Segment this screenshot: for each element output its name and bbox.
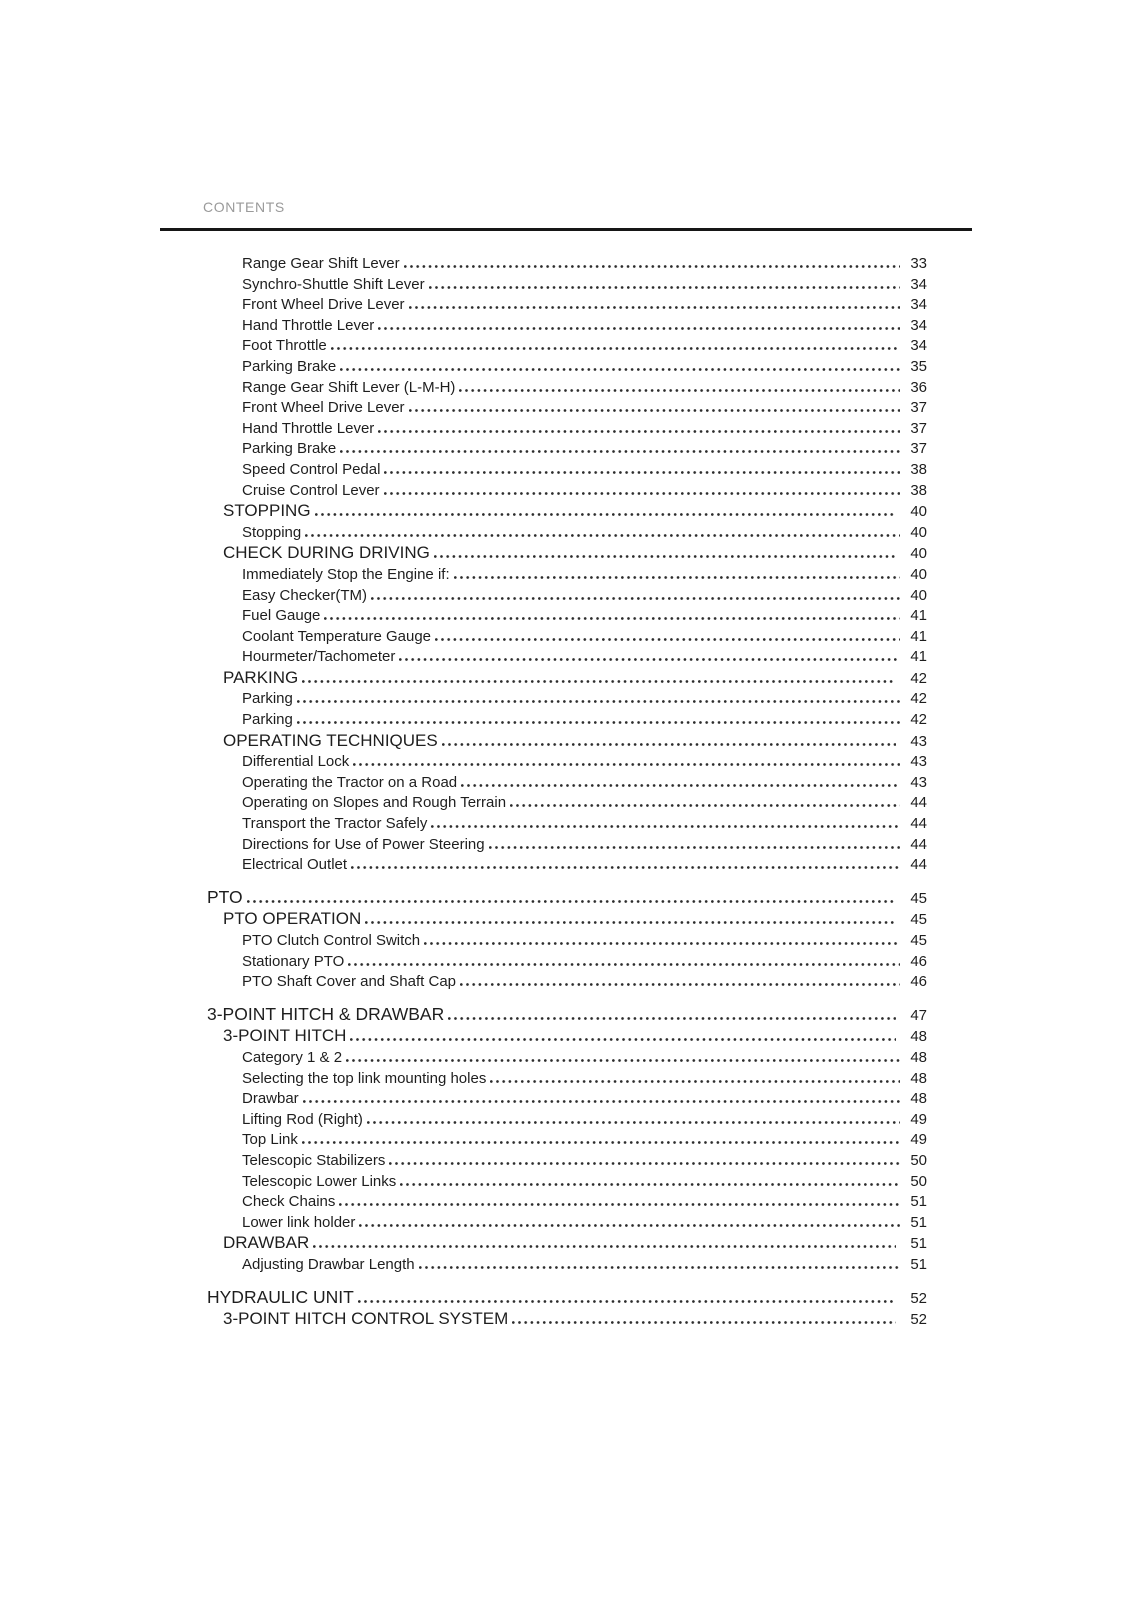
toc-entry-title: Directions for Use of Power Steering xyxy=(242,835,485,853)
toc-leader-dots xyxy=(424,942,900,945)
toc-leader-dots xyxy=(313,1245,896,1248)
toc-entry-title: HYDRAULIC UNIT xyxy=(207,1286,354,1307)
toc-leader-dots xyxy=(353,763,900,766)
toc-entry-page: 33 xyxy=(910,255,927,272)
toc-entry-page: 45 xyxy=(910,889,927,907)
toc-entry-page: 46 xyxy=(910,973,927,991)
toc-entry-title: Parking Brake xyxy=(242,357,337,375)
toc-entry-page: 51 xyxy=(910,1213,927,1231)
toc-entry-page: 41 xyxy=(910,607,927,625)
toc-entry-title: Immediately Stop the Engine if: xyxy=(242,565,450,583)
toc-entry-title: Coolant Temperature Gauge xyxy=(242,627,432,645)
toc-entry-title: Drawbar xyxy=(242,1090,299,1108)
toc-entry xyxy=(207,1026,927,1048)
toc-entry xyxy=(207,1110,927,1131)
toc-entry-title: Electrical Outlet xyxy=(242,856,348,874)
toc-leader-dots xyxy=(305,534,900,537)
toc-entry xyxy=(207,606,927,627)
toc-entry xyxy=(207,1004,927,1027)
toc-leader-dots xyxy=(461,784,900,787)
toc-entry xyxy=(207,1069,927,1090)
toc-entry xyxy=(207,1213,927,1234)
toc-entry xyxy=(207,1151,927,1172)
toc-entry xyxy=(207,419,927,440)
toc-leader-dots xyxy=(367,1121,900,1124)
toc-entry-page: 40 xyxy=(910,586,927,604)
toc-entry xyxy=(207,1287,927,1310)
toc-entry xyxy=(207,909,927,931)
toc-leader-dots xyxy=(247,900,896,903)
toc-entry xyxy=(207,1130,927,1151)
toc-entry-title: Hand Throttle Lever xyxy=(242,419,375,437)
toc-leader-dots xyxy=(510,804,900,807)
toc-entry-page: 51 xyxy=(910,1235,927,1253)
toc-entry xyxy=(207,752,927,773)
toc-entry-title: Hourmeter/Tachometer xyxy=(242,648,396,666)
toc-entry-page: 34 xyxy=(910,296,927,314)
toc-entry xyxy=(207,855,927,876)
toc-leader-dots xyxy=(331,347,900,350)
toc-entry-title: Parking xyxy=(242,690,293,708)
toc-entry-page: 34 xyxy=(910,337,927,355)
toc-entry xyxy=(207,565,927,586)
toc-entry-page: 38 xyxy=(910,460,927,478)
toc-entry-page: 34 xyxy=(910,316,927,334)
toc-entry xyxy=(207,1233,927,1255)
toc-leader-dots xyxy=(297,721,900,724)
toc-entry-page: 50 xyxy=(910,1151,927,1169)
toc-entry-title: Stationary PTO xyxy=(242,952,345,970)
toc-entry-title: Range Gear Shift Lever (L-M-H) xyxy=(242,378,456,396)
toc-entry-title: Front Wheel Drive Lever xyxy=(242,296,405,314)
toc-entry xyxy=(207,773,927,794)
toc-entry-page: 44 xyxy=(910,835,927,853)
toc-entry-page: 44 xyxy=(910,794,927,812)
toc-leader-dots xyxy=(346,1059,900,1062)
toc-entry xyxy=(207,523,927,544)
toc-leader-dots xyxy=(400,1183,900,1186)
toc-leader-dots xyxy=(434,555,896,558)
toc-entry xyxy=(207,647,927,668)
toc-leader-dots xyxy=(303,1100,900,1103)
toc-entry-page: 43 xyxy=(910,753,927,771)
toc-entry-page: 36 xyxy=(910,378,927,396)
toc-leader-dots xyxy=(315,513,896,516)
toc-entry-title: Foot Throttle xyxy=(242,337,327,355)
toc-entry xyxy=(207,793,927,814)
toc-leader-dots xyxy=(378,327,900,330)
toc-entry-page: 44 xyxy=(910,856,927,874)
toc-entry xyxy=(207,481,927,502)
toc-entry-title: Transport the Tractor Safely xyxy=(242,815,428,833)
toc-entry-title: PTO Shaft Cover and Shaft Cap xyxy=(242,973,457,991)
toc-entry-page: 40 xyxy=(910,503,927,521)
toc-entry-page: 41 xyxy=(910,648,927,666)
toc-entry-title: Lifting Rod (Right) xyxy=(242,1110,363,1128)
toc-entry-title: Fuel Gauge xyxy=(242,607,321,625)
toc-entry-title: 3-POINT HITCH & DRAWBAR xyxy=(207,1003,445,1024)
toc-entry-page: 47 xyxy=(910,1006,927,1024)
toc-entry xyxy=(207,814,927,835)
toc-entry-page: 46 xyxy=(910,952,927,970)
toc-leader-dots xyxy=(442,743,896,746)
toc-entry-title: Cruise Control Lever xyxy=(242,481,380,499)
toc-entry xyxy=(207,501,927,523)
toc-entry-page: 45 xyxy=(910,932,927,949)
toc-entry xyxy=(207,931,927,952)
toc-leader-dots xyxy=(460,983,900,986)
toc-entry xyxy=(207,586,927,607)
toc-entry xyxy=(207,952,927,973)
toc-entry-title: Telescopic Lower Links xyxy=(242,1172,397,1190)
toc-entry-page: 37 xyxy=(910,399,927,417)
toc-entry-page: 50 xyxy=(910,1172,927,1190)
toc-leader-dots xyxy=(371,597,900,600)
toc-entry xyxy=(207,254,927,275)
toc-entry-page: 40 xyxy=(910,523,927,541)
toc-entry-title: PTO Clutch Control Switch xyxy=(242,932,421,949)
toc-entry xyxy=(207,1172,927,1193)
toc-leader-dots xyxy=(431,825,900,828)
toc-entry xyxy=(207,460,927,481)
toc-leader-dots xyxy=(419,1266,900,1269)
toc-entry-title: Differential Lock xyxy=(242,753,350,771)
toc-leader-dots xyxy=(302,1141,900,1144)
toc-leader-dots xyxy=(404,265,900,268)
toc-leader-dots xyxy=(358,1300,896,1303)
toc-entry-page: 48 xyxy=(910,1048,927,1066)
toc-entry xyxy=(207,336,927,357)
toc-entry-title: 3-POINT HITCH xyxy=(223,1026,347,1046)
toc-leader-dots xyxy=(365,921,896,924)
toc-leader-dots xyxy=(339,1203,900,1206)
toc-entry-title: Range Gear Shift Lever xyxy=(242,255,400,272)
toc-entry-page: 48 xyxy=(910,1090,927,1108)
toc-entry-title: Operating on Slopes and Rough Terrain xyxy=(242,794,507,812)
toc-entry-title: Stopping xyxy=(242,523,302,541)
toc-entry-page: 42 xyxy=(910,669,927,687)
toc-entry xyxy=(207,1255,927,1276)
toc-leader-dots xyxy=(302,680,896,683)
toc-leader-dots xyxy=(489,846,900,849)
toc-leader-dots xyxy=(378,430,900,433)
toc-entry xyxy=(207,1089,927,1110)
toc-entry xyxy=(207,295,927,316)
toc-leader-dots xyxy=(429,286,900,289)
toc-entry-page: 37 xyxy=(910,419,927,437)
toc-entry-page: 41 xyxy=(910,627,927,645)
toc-leader-dots xyxy=(340,368,900,371)
toc-entry xyxy=(207,398,927,419)
toc-entry-title: Lower link holder xyxy=(242,1213,356,1231)
toc-leader-dots xyxy=(490,1080,900,1083)
toc-leader-dots xyxy=(389,1162,900,1165)
toc-entry-title: Synchro-Shuttle Shift Lever xyxy=(242,275,425,293)
table-of-contents xyxy=(207,254,927,1331)
toc-entry-page: 38 xyxy=(910,481,927,499)
toc-entry xyxy=(207,378,927,399)
toc-entry xyxy=(207,1048,927,1069)
toc-entry xyxy=(207,731,927,753)
toc-leader-dots xyxy=(384,471,900,474)
toc-entry xyxy=(207,275,927,296)
toc-entry-title: OPERATING TECHNIQUES xyxy=(223,730,438,750)
toc-entry-title: Parking Brake xyxy=(242,440,337,458)
toc-entry xyxy=(207,835,927,856)
toc-entry xyxy=(207,1192,927,1213)
toc-entry xyxy=(207,627,927,648)
toc-entry-page: 42 xyxy=(910,711,927,729)
toc-entry xyxy=(207,543,927,565)
toc-leader-dots xyxy=(454,576,900,579)
toc-entry xyxy=(207,972,927,993)
toc-entry-page: 51 xyxy=(910,1193,927,1211)
toc-entry-page: 43 xyxy=(910,773,927,791)
toc-leader-dots xyxy=(409,306,900,309)
toc-entry-title: Speed Control Pedal xyxy=(242,460,381,478)
toc-entry-title: Operating the Tractor on a Road xyxy=(242,773,458,791)
toc-entry-title: Adjusting Drawbar Length xyxy=(242,1255,415,1273)
toc-entry-page: 40 xyxy=(910,545,927,563)
toc-entry-page: 37 xyxy=(910,440,927,458)
toc-entry-title: STOPPING xyxy=(223,501,311,521)
toc-entry-page: 49 xyxy=(910,1131,927,1149)
toc-leader-dots xyxy=(351,866,900,869)
toc-entry-title: PARKING xyxy=(223,667,299,687)
toc-entry xyxy=(207,710,927,731)
toc-leader-dots xyxy=(384,492,900,495)
toc-entry-page: 48 xyxy=(910,1069,927,1087)
toc-leader-dots xyxy=(348,963,900,966)
toc-entry xyxy=(207,689,927,710)
toc-leader-dots xyxy=(340,450,900,453)
toc-entry-page: 49 xyxy=(910,1110,927,1128)
toc-entry xyxy=(207,316,927,337)
header-rule xyxy=(160,228,972,231)
toc-entry-title: Front Wheel Drive Lever xyxy=(242,399,405,417)
toc-leader-dots xyxy=(459,389,900,392)
toc-entry-page: 34 xyxy=(910,275,927,293)
toc-entry-title: Selecting the top link mounting holes xyxy=(242,1069,487,1087)
toc-leader-dots xyxy=(512,1321,896,1324)
toc-entry-title: PTO xyxy=(207,886,243,907)
toc-entry-title: CHECK DURING DRIVING xyxy=(223,543,430,563)
toc-entry xyxy=(207,1309,927,1331)
toc-entry-title: Top Link xyxy=(242,1131,298,1149)
toc-leader-dots xyxy=(409,409,900,412)
toc-entry-title: Telescopic Stabilizers xyxy=(242,1151,386,1169)
toc-entry-page: 51 xyxy=(910,1255,927,1273)
toc-leader-dots xyxy=(324,617,900,620)
toc-leader-dots xyxy=(297,700,900,703)
toc-entry xyxy=(207,887,927,910)
toc-entry-page: 42 xyxy=(910,690,927,708)
toc-entry-page: 43 xyxy=(910,732,927,750)
toc-entry-title: Check Chains xyxy=(242,1193,336,1211)
toc-entry-title: PTO OPERATION xyxy=(223,909,362,929)
toc-entry-page: 40 xyxy=(910,565,927,583)
toc-entry-page: 52 xyxy=(910,1311,927,1329)
toc-entry-title: Easy Checker(TM) xyxy=(242,586,368,604)
toc-entry-page: 44 xyxy=(910,815,927,833)
toc-entry-page: 45 xyxy=(910,911,927,929)
toc-entry-page: 48 xyxy=(910,1028,927,1046)
toc-leader-dots xyxy=(359,1224,900,1227)
toc-leader-dots xyxy=(435,638,900,641)
toc-entry-title: 3-POINT HITCH CONTROL SYSTEM xyxy=(223,1309,509,1329)
toc-entry-title: Hand Throttle Lever xyxy=(242,316,375,334)
toc-entry xyxy=(207,668,927,690)
toc-entry xyxy=(207,357,927,378)
toc-entry-page: 52 xyxy=(910,1289,927,1307)
toc-leader-dots xyxy=(448,1017,896,1020)
toc-entry-title: DRAWBAR xyxy=(223,1233,310,1253)
toc-entry xyxy=(207,439,927,460)
toc-leader-dots xyxy=(350,1038,896,1041)
toc-entry-title: Parking xyxy=(242,711,293,729)
toc-entry-page: 35 xyxy=(910,357,927,375)
page-header-label: CONTENTS xyxy=(203,199,285,215)
toc-entry-title: Category 1 & 2 xyxy=(242,1048,343,1066)
toc-leader-dots xyxy=(399,658,900,661)
